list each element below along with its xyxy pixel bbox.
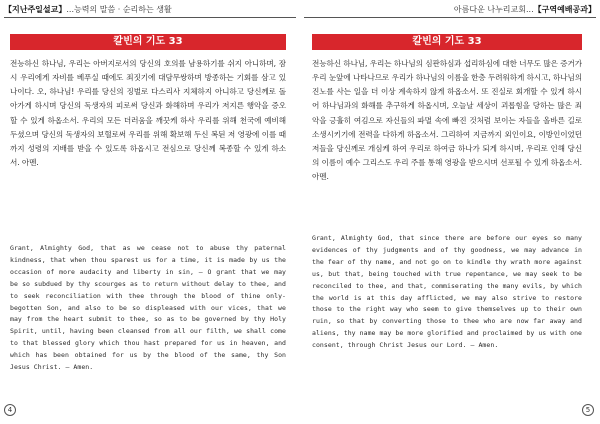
left-page <box>4 0 296 424</box>
right-header-church: 아름다운 나누리교회... <box>453 5 534 14</box>
right-page <box>304 0 596 424</box>
right-english-prayer: Grant, Almighty God, that since there are before our eyes so many evidences of thy judgments and of thy goodness, we may advance in the fear of thy name, and not go on to kindle thy wrath more against us, but that, being touched with true repentance, we may seek to be reconciled to thee, and that, commiserating the many evils, by which the world is at this day afflicted, we may also strive to restore those to the right way who seem to give themselves up to their own ruin, so that by converting those to thee who are now far away and aliens, thy name may be more glorified and proclaimed by us with one consent, through Christ Jesus our Lord. — Amen. <box>312 234 582 350</box>
left-running-head <box>4 4 296 16</box>
left-title-bar: 칼빈의 기도 33 <box>10 34 286 50</box>
right-header-series: 【구역예배공과】 <box>533 5 596 14</box>
right-running-head <box>304 4 596 16</box>
left-header-subtitle: ...능력의 말씀 · 순리하는 생활 <box>66 5 172 14</box>
left-korean-prayer: 전능하신 하나님, 우리는 아버지로서의 당신의 호의를 남용하기를 쉬지 아니하며, 잠시 우리에게 자비를 베푸실 때에도 죄짓기에 대담무쌍하며 방종하는 기회를 삼고 있나이다. 오, 하나님! 우리를 당신의 징벌로 다스리사 지체하지 아니하고 당신께로 돌아가게 하시며 당신의 독생자의 피로써 당신과 화해하며 우리가 저지른 행악을 증오할 수 있게 하옵소서. 우리의 모든 더러움을 깨끗케 하사 우리를 위해 천국에 예비해 두셨으며 당신의 독생자의 보혈로써 우리를 위해 확보해 두신 복된 저 영광에 이를 때까지 성령의 지배를 받을 수 있도록 하옵시고 전심으로 당신께 복종할 수 있게 하소서. 아멘. <box>10 59 286 168</box>
right-korean-prayer: 전능하신 하나님, 우리는 하나님의 심판하심과 섭리하심에 대한 너무도 많은 증거가 우리 눈앞에 나타나므로 우리가 하나님의 이름을 한층 두려워하게 하시고, 하나님의 진노를 사는 일을 더 이상 계속하지 않게 하옵소서. 또 진실로 회개할 수 있게 하시어 하나님과의 화해를 추구하게 하옵시며, 오늘날 세상이 괴롭힘을 당하는 많은 죄악을 긍휼히 여김으로 자신들의 파멸 속에 빠진 것처럼 보이는 자들을 올바른 길로 소생시키기에 전력을 다하게 하옵소서. 그리하여 지금까지 외인이요, 이방인이었던 저들을 당신께로 개심케 하여 우리로 하여금 하나가 되게 하시며, 우리로 인해 당신의 이름이 예수 그리스도 우리 주를 통해 영광을 받으시며 선포될 수 있게 하옵소서. 아멘. <box>312 59 582 182</box>
left-header-rule <box>4 17 296 18</box>
left-english-prayer: Grant, Almighty God, that as we cease not to abuse thy paternal kindness, that when thou sparest us for a time, it is made by us the occasion of more audacity and liberty in sin, — O grant that we may be so subdued by thy scourges as to return without delay to thee, and to seek reconciliation with thee through the blood of thine only-begotten Son, and also to be so displeased with our vices, that we may from the heart submit to thee, so as to be governed by thy Holy Spirit, until, having been cleansed from all our filth, we shall come to that blessed glory which thou hast prepared for us in heaven, and which has been obtained for us by the blood of the same, thy Son Jesus Christ. — Amen. <box>10 244 286 372</box>
left-header-series: 【지난주일설교】 <box>4 5 67 14</box>
left-page-number: 4 <box>4 404 16 416</box>
right-page-number: 5 <box>582 404 594 416</box>
right-header-rule <box>304 17 596 18</box>
right-title-bar: 칼빈의 기도 33 <box>312 34 582 50</box>
